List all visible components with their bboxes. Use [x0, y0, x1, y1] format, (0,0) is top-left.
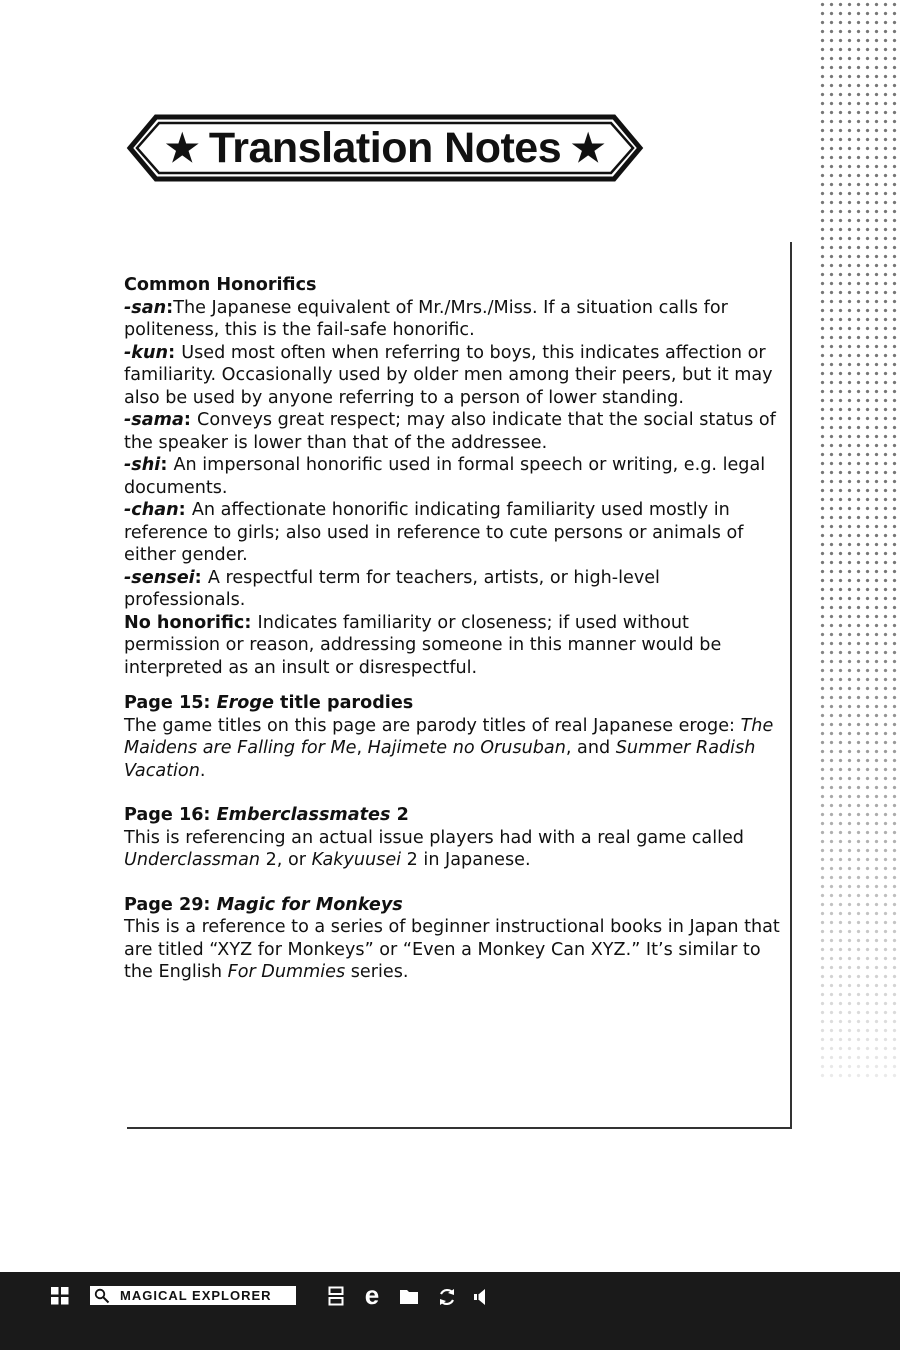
refresh-icon[interactable]: [436, 1286, 458, 1308]
star-left-icon: ★: [165, 127, 199, 170]
note-title-rest: 2: [390, 805, 409, 825]
honorific-term: -sensei: [124, 567, 195, 588]
note-heading: [124, 894, 786, 917]
translation-note: [124, 894, 786, 984]
frame-rule-vertical: [790, 242, 792, 1129]
honorific-entry: [124, 454, 786, 499]
speaker-icon[interactable]: [470, 1286, 492, 1308]
note-heading: [124, 804, 786, 827]
note-body-segment: .: [199, 760, 206, 781]
start-grid-icon[interactable]: [50, 1286, 70, 1306]
honorific-sep: :: [178, 500, 192, 520]
honorific-sep: :: [194, 567, 208, 588]
note-title-rest: title parodies: [273, 693, 414, 713]
note-body-segment: The Maidens are Falling for Me: [124, 715, 774, 758]
note-body-segment: Kakyuusei: [311, 850, 402, 870]
note-page: Page 15:: [124, 693, 217, 713]
honorific-entry: [124, 567, 786, 612]
honorific-sep: :: [168, 342, 182, 363]
title-text: Translation Notes: [208, 123, 562, 172]
search-icon: [94, 1288, 110, 1304]
note-body-segment: Hajimete no Orusuban: [367, 738, 566, 758]
note-body-segment: ,: [356, 738, 368, 758]
note-title-italic: Eroge: [216, 693, 274, 713]
honorific-text: Conveys great respect; may also indicate that the social status of the speaker is lower than that of the addressee.: [124, 410, 776, 453]
note-body: [124, 916, 786, 984]
notes-content: [124, 274, 786, 984]
honorific-term: -san: [124, 297, 167, 318]
task-view-icon[interactable]: [326, 1285, 346, 1307]
honorific-text: Indicates familiarity or closeness; if used without permission or reason, addressing someone in this manner would be interpreted as an insult or disrespectful.: [124, 612, 722, 678]
note-body-segment: series.: [345, 962, 409, 982]
honorific-entry: [124, 342, 786, 410]
honorific-term: No honorific: [124, 612, 245, 633]
frame-rule-horizontal: [127, 1127, 792, 1129]
note-body-segment: Underclassman: [124, 850, 260, 870]
honorific-term: -shi: [124, 455, 161, 475]
honorific-sep: :: [166, 297, 174, 318]
note-body-segment: This is referencing an actual issue players had with a real game called: [124, 827, 744, 848]
title-banner: [126, 114, 644, 182]
note-title-italic: Emberclassmates: [216, 805, 391, 825]
note-page: Page 29:: [124, 894, 217, 915]
note-body-segment: , and: [565, 738, 616, 758]
star-right-icon: ★: [571, 127, 605, 170]
taskbar-search-box[interactable]: [90, 1286, 296, 1305]
note-list: [124, 692, 786, 984]
honorific-term: -sama: [124, 410, 184, 430]
honorific-entry: [124, 297, 786, 342]
note-body: [124, 715, 786, 783]
search-text: MAGICAL EXPLORER: [120, 1288, 272, 1303]
honorific-text: An impersonal honorific used in formal speech or writing, e.g. legal documents.: [124, 455, 766, 498]
note-body: [124, 827, 786, 872]
honorific-term: -chan: [124, 500, 179, 520]
honorific-entry: [124, 499, 786, 567]
note-body-segment: This is a reference to a series of beginner instructional books in Japan that are titled “XYZ for Monkeys” or “Even a Monkey Can XYZ.” It’s similar to the English: [124, 917, 780, 982]
honorific-term: -kun: [124, 342, 169, 363]
honorific-text: A respectful term for teachers, artists, or high-level professionals.: [124, 567, 660, 610]
honorific-list: [124, 297, 786, 680]
honorific-text: The Japanese equivalent of Mr./Mrs./Miss. If a situation calls for politeness, this is the fail-safe honorific.: [124, 297, 728, 340]
note-body-segment: 2 in Japanese.: [401, 850, 531, 870]
taskbar: [0, 1272, 900, 1350]
honorific-sep: :: [244, 612, 258, 633]
note-body-segment: For Dummies: [227, 962, 346, 982]
translation-note: [124, 804, 786, 872]
halftone-dot-pattern: [818, 0, 900, 1080]
browser-e-icon[interactable]: e: [364, 1280, 380, 1310]
honorific-sep: :: [160, 455, 174, 475]
honorific-text: Used most often when referring to boys, this indicates affection or familiarity. Occasionally used by older men among their peers, but it may also be used by anyone referring to a person of lower standing.: [124, 342, 773, 408]
honorifics-heading: Common Honorifics: [124, 275, 317, 295]
folder-icon[interactable]: [398, 1286, 420, 1306]
note-body-segment: 2, or: [260, 850, 312, 870]
note-body-segment: The game titles on this page are parody titles of real Japanese eroge:: [124, 715, 741, 736]
honorific-entry: [124, 409, 786, 454]
note-title-italic: Magic for Monkeys: [216, 894, 403, 915]
note-page: Page 16:: [124, 805, 217, 825]
translation-note: [124, 692, 786, 782]
note-body-segment: Summer Radish Vacation: [124, 738, 756, 781]
page-title: [126, 114, 644, 182]
honorific-text: An affectionate honorific indicating familiarity used mostly in reference to girls; also used in reference to cute persons or animals of either gender.: [124, 500, 744, 565]
note-heading: [124, 692, 786, 715]
honorific-sep: :: [183, 410, 198, 430]
honorific-entry: [124, 612, 786, 680]
